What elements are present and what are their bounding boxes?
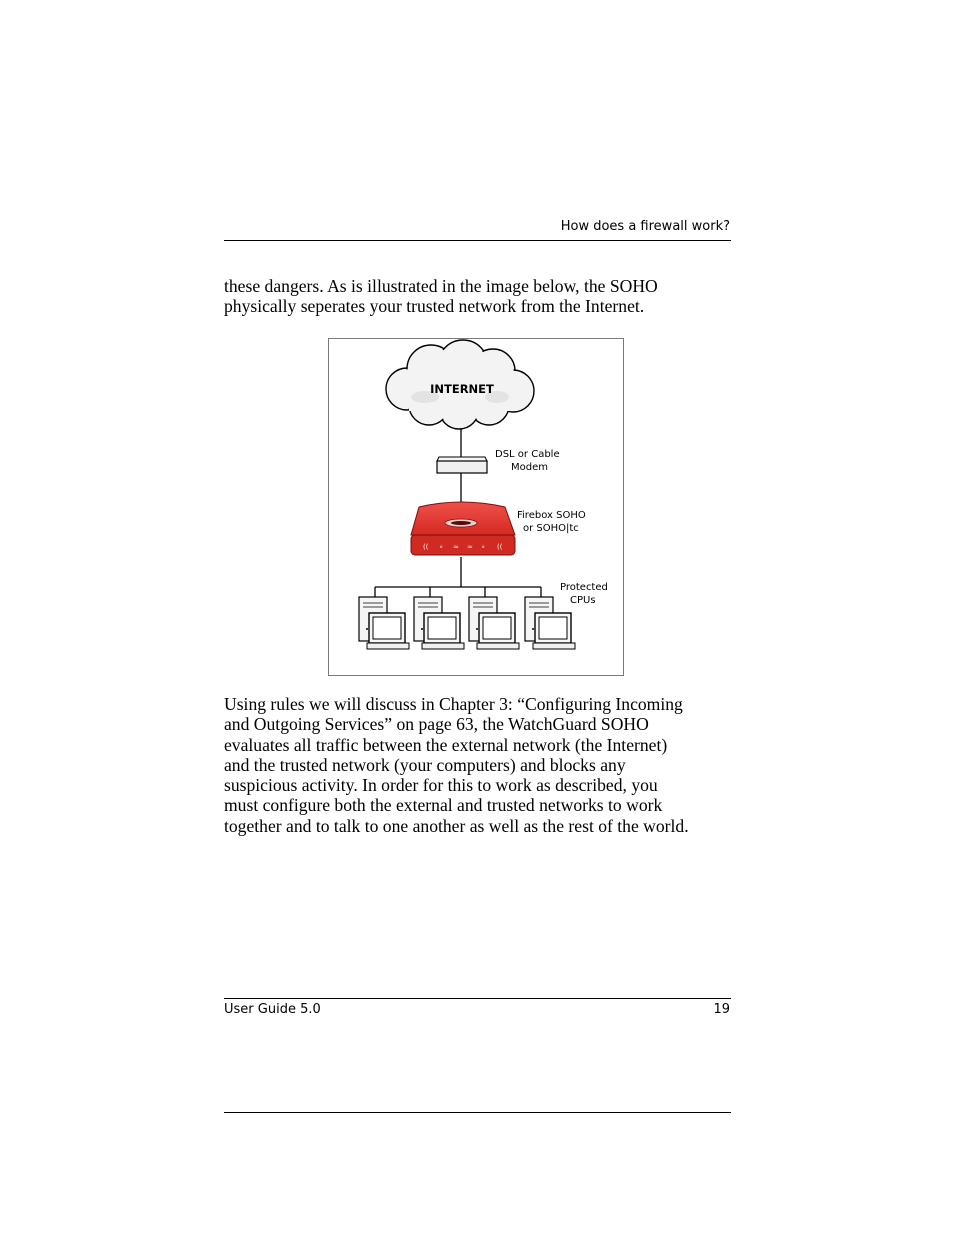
text-line: physically seperates your trusted network from the Internet. — [224, 296, 645, 317]
computer-icon — [469, 597, 519, 649]
svg-text:∘: ∘ — [439, 543, 444, 551]
modem-icon — [437, 457, 487, 473]
text-line: and the trusted network (your computers) and blocks any — [224, 754, 626, 775]
svg-text:((: (( — [497, 543, 503, 551]
text-line: must configure both the external and trusted networks to work — [224, 795, 663, 816]
svg-text:≈: ≈ — [453, 543, 459, 551]
cpus-label-line1: Protected — [560, 582, 608, 593]
footer-rule — [224, 998, 731, 999]
header-rule — [224, 240, 731, 241]
firebox-icon — [411, 502, 515, 555]
svg-text:≈: ≈ — [467, 543, 473, 551]
page-number: 19 — [713, 1002, 730, 1017]
network-diagram-svg — [329, 339, 625, 677]
svg-text:∘: ∘ — [481, 543, 486, 551]
text-line: suspicious activity. In order for this to work as described, you — [224, 775, 658, 796]
computer-icon — [359, 597, 409, 649]
modem-label-line2: Modem — [511, 462, 548, 473]
text-line: together and to talk to one another as well as the rest of the world. — [224, 815, 689, 836]
running-head: How does a firewall work? — [560, 219, 730, 234]
firebox-label-line2: or SOHO|tc — [523, 523, 579, 534]
cpus-label-line2: CPUs — [570, 595, 596, 606]
text-line: evaluates all traffic between the external network (the Internet) — [224, 734, 668, 755]
firebox-label-line1: Firebox SOHO — [517, 510, 586, 521]
svg-text:((: (( — [423, 543, 429, 551]
computer-icon — [525, 597, 575, 649]
bottom-rule — [224, 1112, 731, 1113]
paragraph-intro — [224, 276, 734, 317]
footer-title: User Guide 5.0 — [224, 1002, 321, 1017]
paragraph-rules — [224, 694, 734, 836]
modem-label-line1: DSL or Cable — [495, 449, 560, 460]
text-line: Using rules we will discuss in Chapter 3: “Configuring Incoming — [224, 694, 683, 714]
text-line: these dangers. As is illustrated in the image below, the SOHO — [224, 276, 658, 296]
cloud-label: INTERNET — [430, 382, 494, 396]
network-diagram — [328, 338, 624, 676]
computer-icon — [414, 597, 464, 649]
text-line: and Outgoing Services” on page 63, the WatchGuard SOHO — [224, 714, 649, 735]
